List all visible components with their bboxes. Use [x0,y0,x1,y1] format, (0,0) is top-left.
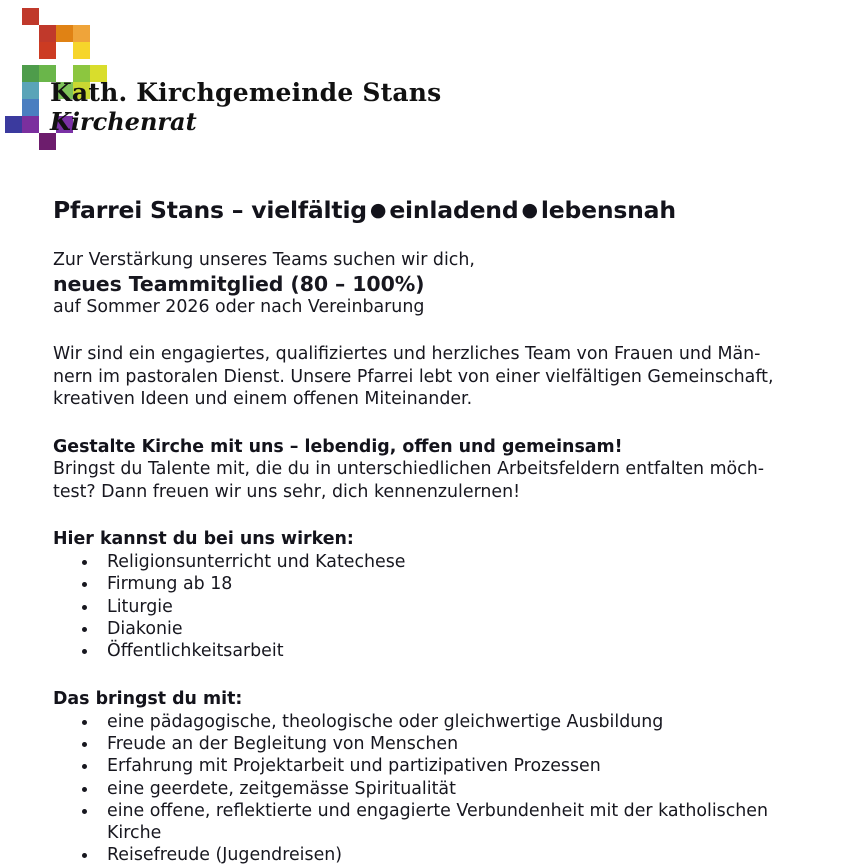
requirements-section [53,688,813,867]
logo-square-13 [22,99,39,116]
page-title-part-2: einladend [389,196,519,224]
intro-block [53,250,813,318]
list-item [53,755,813,777]
page-title-part-3: lebensnah [540,196,676,224]
page-title-part-1: Pfarrei Stans – vielfältig [53,196,367,224]
logo-square-4 [39,42,56,59]
invitation-paragraph [53,436,813,503]
bullet-icon [82,809,87,814]
list-item [53,640,813,662]
list-item [53,733,813,755]
organization-logo [0,0,520,145]
list-item [53,551,813,573]
invitation-line-1: Bringst du Talente mit, die du in unterschiedlichen Arbeitsfeldern entfalten möch- [53,458,765,479]
about-line-2: nern im pastoralen Dienst. Unsere Pfarrei lebt von einer vielfältigen Gemeinschaft, [53,366,774,387]
list-item [53,778,813,800]
list-item-label: eine offene, reflektierte und engagierte Verbundenheit mit der katholischen Kirche [107,800,769,844]
logo-square-2 [56,25,73,42]
bullet-icon [82,605,87,610]
invitation-line-2: test? Dann freuen wir uns sehr, dich kennenzulernen! [53,481,521,502]
about-line-1: Wir sind ein engagiertes, qualifiziertes und herzliches Team von Frauen und Män- [53,344,761,365]
list-item [53,711,813,733]
bullet-icon [82,560,87,565]
logo-square-10 [22,82,39,99]
list-item-label: Religionsunterricht und Katechese [107,552,406,573]
job-start-date: auf Sommer 2026 oder nach Vereinbarung [53,296,425,317]
logo-square-15 [22,116,39,133]
about-line-3: kreativen Ideen und einem offenen Miteinander. [53,389,473,410]
list-item [53,596,813,618]
list-item-label: Erfahrung mit Projektarbeit und partizipativen Prozessen [107,756,601,777]
list-item-label: Öffentlichkeitsarbeit [107,641,284,662]
invitation-heading: Gestalte Kirche mit uns – lebendig, offen und gemeinsam! [53,436,623,457]
bullet-icon [82,742,87,747]
work-areas-list [53,551,813,662]
list-item [53,800,813,845]
logo-organization-name: Kath. Kirchgemeinde Stans [50,78,442,107]
work-areas-heading: Hier kannst du bei uns wirken: [53,529,354,550]
list-item-label: eine pädagogische, theologische oder gleichwertige Ausbildung [107,711,664,732]
bullet-icon [82,582,87,587]
requirements-heading: Das bringst du mit: [53,688,243,709]
bullet-icon [82,649,87,654]
logo-square-0 [22,8,39,25]
list-item-label: Reisefreude (Jugendreisen) [107,845,343,866]
logo-square-3 [73,25,90,42]
title-separator-dot-1: ● [369,199,387,221]
job-title: neues Teammitglied (80 – 100%) [53,271,425,296]
bullet-icon [82,764,87,769]
title-separator-dot-2: ● [521,199,538,221]
list-item-label: eine geerdete, zeitgemässe Spiritualität [107,778,456,799]
list-item-label: Firmung ab 18 [107,574,233,595]
intro-line-1: Zur Verstärkung unseres Teams suchen wir dich, [53,250,475,271]
list-item-label: Liturgie [107,596,173,617]
requirements-list [53,711,813,867]
bullet-icon [82,720,87,725]
logo-square-6 [22,65,39,82]
logo-subtitle: Kirchenrat [50,107,197,137]
document-body [53,196,813,867]
list-item-label: Diakonie [107,619,183,640]
logo-square-5 [73,42,90,59]
logo-square-14 [5,116,22,133]
list-item-label: Freude an der Begleitung von Menschen [107,733,459,754]
logo-square-1 [39,25,56,42]
page-title [53,196,813,224]
list-item [53,573,813,595]
list-item [53,618,813,640]
work-areas-section [53,528,813,662]
bullet-icon [82,787,87,792]
logo-wordmark [50,80,520,136]
bullet-icon [82,627,87,632]
about-team-paragraph [53,343,813,411]
